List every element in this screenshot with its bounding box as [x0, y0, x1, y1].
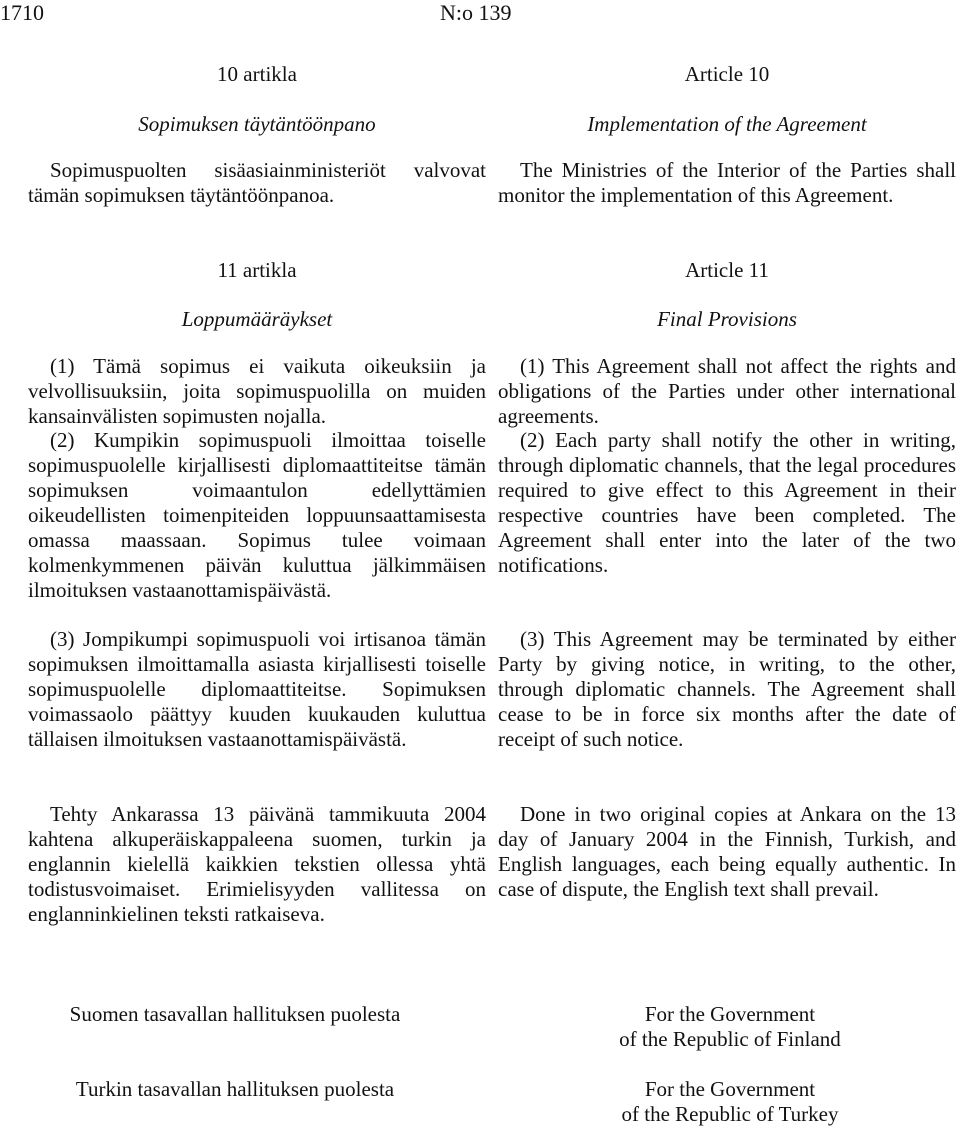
en-done-text: Done in two original copies at Ankara on the 13 day of January 2004 in the Finnish, Turkish, and English languages, each being equally authentic. In case of dispute, the English text shall prevail.: [498, 802, 956, 901]
en-article11-paragraph-2: (2) Each party shall notify the other in writing, through diplomatic channels, that the legal procedures required to give effect to this Agreement in their respective countries have been completed. The Agreement shall enter into the later of the two notifications.: [498, 428, 956, 577]
en-signature-turkey-line2: of the Republic of Turkey: [621, 1102, 839, 1126]
fi-done-text: Tehty Ankarassa 13 päivänä tammikuuta 2004 kahtena alkuperäiskappaleena suomen, turkin ja englannin kielellä kaikkien tekstien ollessa yhtä todistusvoimaiset. Erimielisyyden vallitessa on englanninkielinen teksti ratkaiseva.: [28, 802, 486, 926]
en-article10-subtitle: Implementation of the Agreement: [587, 112, 867, 136]
fi-signature-finland: Suomen tasavallan hallituksen puolesta: [69, 1002, 401, 1026]
en-article11-subtitle: Final Provisions: [657, 307, 797, 331]
issue-number: N:o 139: [440, 0, 512, 25]
en-article11-title: Article 11: [685, 258, 769, 282]
page-number: 1710: [0, 0, 44, 25]
fi-article11-title: 11 artikla: [217, 258, 297, 282]
en-signature-finland-line2: of the Republic of Finland: [619, 1027, 841, 1051]
en-article10-text: The Ministries of the Interior of the Parties shall monitor the implementation of this Agreement.: [498, 158, 956, 207]
fi-article11-paragraph-1: (1) Tämä sopimus ei vaikuta oikeuksiin ja velvollisuuksiin, joita sopimuspuolilla on muiden kansainvälisten sopimusten nojalla.: [28, 354, 486, 428]
en-signature-finland-line1: For the Government: [644, 1002, 816, 1026]
fi-article10-text: Sopimuspuolten sisäasiainministeriöt valvovat tämän sopimuksen täytäntöönpanoa.: [28, 158, 486, 207]
en-article10-title: Article 10: [684, 62, 770, 86]
fi-article11-paragraph-3: (3) Jompikumpi sopimuspuoli voi irtisanoa tämän sopimuksen ilmoittamalla asiasta kirjallisesti toiselle sopimuspuolelle diplomaattiteitse. Sopimuksen voimassaolo päättyy kuuden kuukauden kuluttua tällaisen ilmoituksen vastaanottamispäivästä.: [28, 627, 486, 751]
en-signature-finland: [560, 1002, 900, 1052]
en-signature-turkey-line1: For the Government: [644, 1077, 816, 1101]
fi-article10-title: 10 artikla: [217, 62, 297, 86]
fi-signature-turkey: Turkin tasavallan hallituksen puolesta: [75, 1077, 395, 1101]
fi-article11-subtitle: Loppumääräykset: [181, 307, 333, 331]
en-signature-turkey: [560, 1077, 900, 1127]
en-article11-paragraph-3: (3) This Agreement may be terminated by either Party by giving notice, in writing, to the other, through diplomatic channels. The Agreement shall cease to be in force six months after the date of receipt of such notice.: [498, 627, 956, 751]
fi-article10-subtitle: Sopimuksen täytäntöönpano: [138, 112, 376, 136]
en-article11-paragraph-1: (1) This Agreement shall not affect the rights and obligations of the Parties under other international agreements.: [498, 354, 956, 428]
fi-article11-paragraph-2: (2) Kumpikin sopimuspuoli ilmoittaa toiselle sopimuspuolelle kirjallisesti diplomaattiteitse tämän sopimuksen voimaantulon edellyttämien oikeudellisten toimenpiteiden loppuunsaattamisesta omassa maassaan. Sopimus tulee voimaan kolmenkymmenen päivän kuluttua jälkimmäisen ilmoituksen vastaanottamispäivästä.: [28, 428, 486, 602]
